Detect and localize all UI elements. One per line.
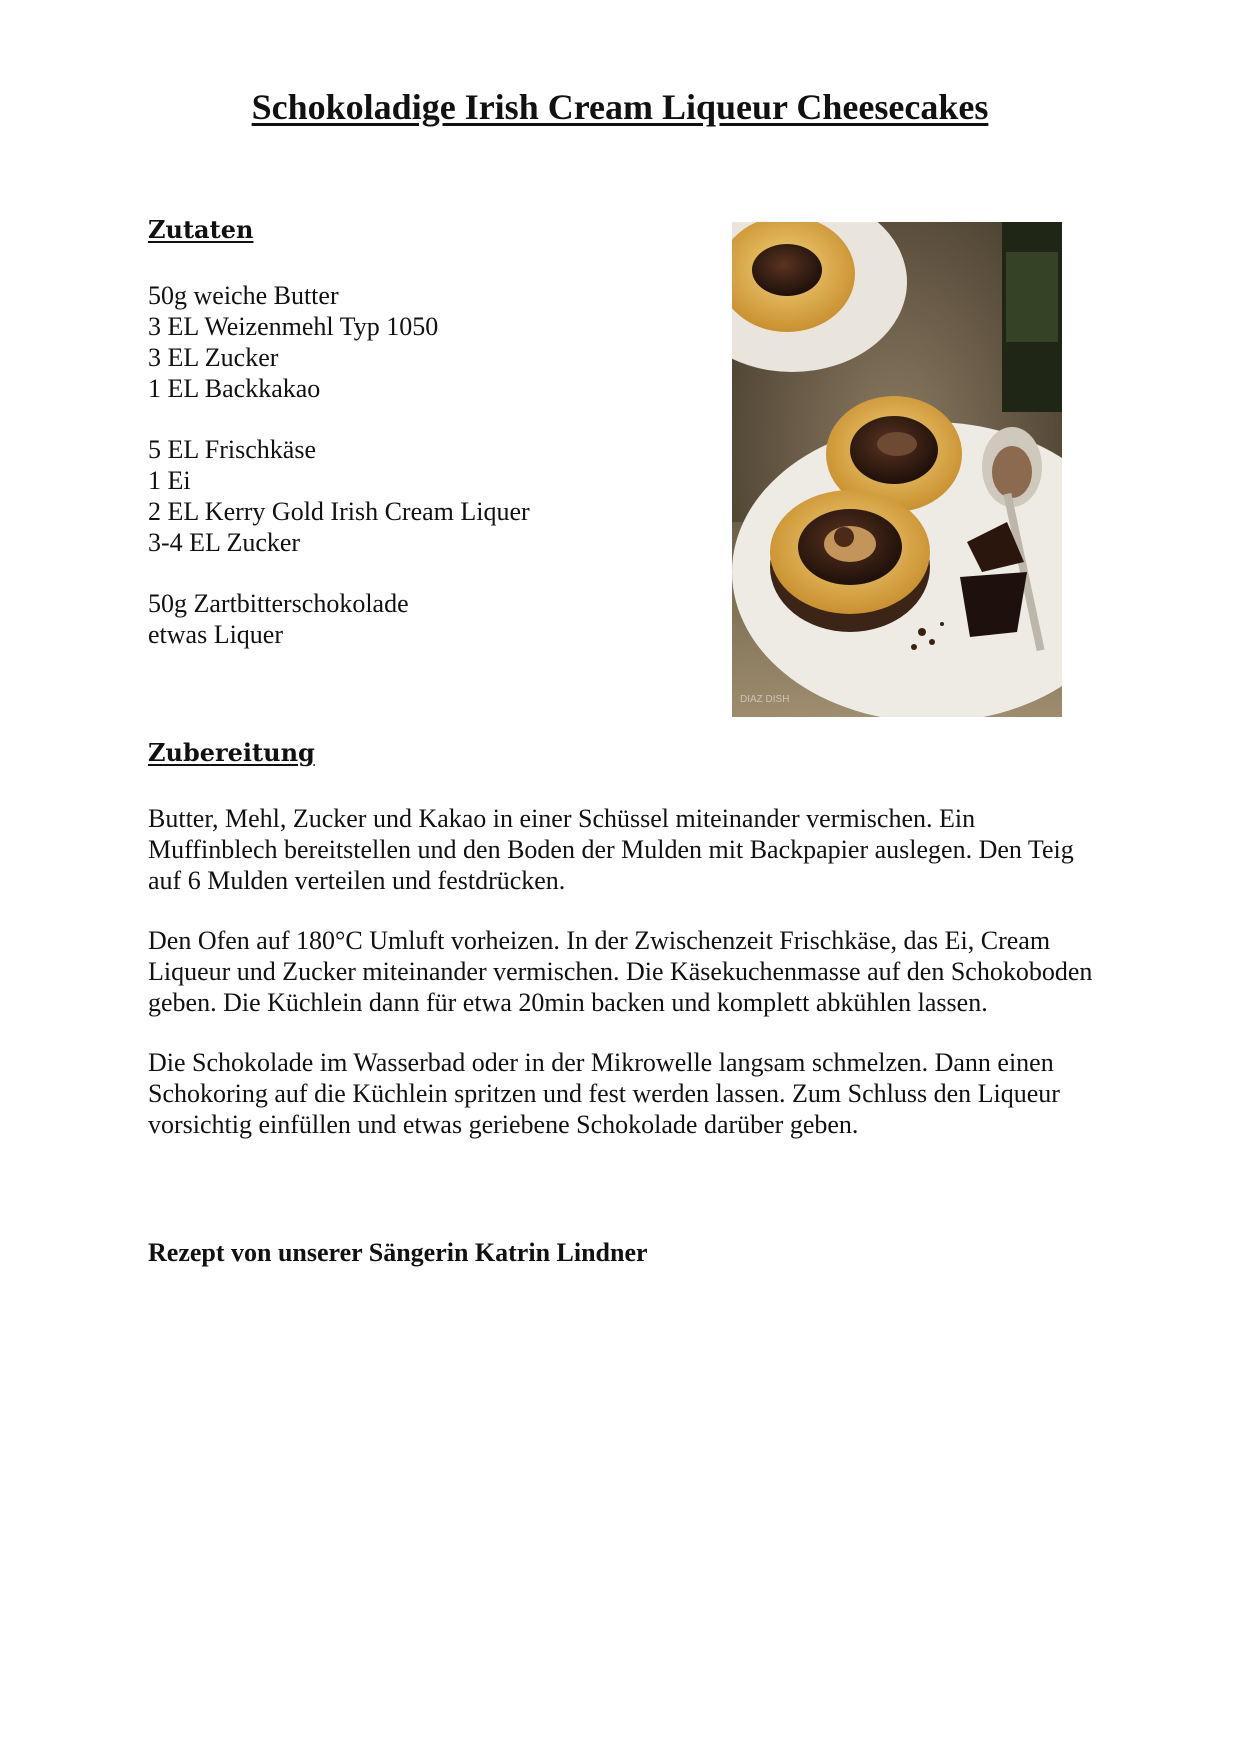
ingredient-item: 50g weiche Butter	[148, 281, 339, 310]
preparation-text	[148, 803, 1098, 1169]
ingredient-item: 50g Zartbitterschokolade	[148, 589, 409, 618]
ingredient-group-filling	[148, 434, 708, 558]
ingredient-group-base	[148, 280, 708, 404]
ingredient-item: 1 Ei	[148, 466, 191, 495]
ingredient-group-topping	[148, 588, 708, 650]
preparation-step: Den Ofen auf 180°C Umluft vorheizen. In der Zwischenzeit Frischkäse, das Ei, Cream Liqueur und Zucker miteinander vermischen. Die Käsekuchenmasse auf den Schokoboden geben. Die Küchlein dann für etwa 20min backen und komplett abkühlen lassen.	[148, 926, 1093, 1017]
recipe-credit: Rezept von unserer Sängerin Katrin Lindner	[148, 1238, 648, 1267]
preparation-step: Butter, Mehl, Zucker und Kakao in einer Schüssel miteinander vermischen. Ein Muffinblech bereitstellen und den Boden der Mulden mit Backpapier auslegen. Den Teig auf 6 Mulden verteilen und festdrücken.	[148, 804, 1074, 895]
photo-watermark: DIAZ DISH	[740, 694, 790, 705]
ingredient-item: etwas Liquer	[148, 620, 284, 649]
cheesecake-photo	[732, 222, 1062, 717]
ingredient-item: 3 EL Weizenmehl Typ 1050	[148, 312, 439, 341]
ingredient-item: 3 EL Zucker	[148, 343, 279, 372]
ingredient-item: 5 EL Frischkäse	[148, 435, 316, 464]
ingredients-heading: Zutaten	[148, 215, 254, 244]
ingredients-list	[148, 280, 708, 680]
page-title: Schokoladige Irish Cream Liqueur Cheesecakes	[251, 87, 989, 127]
preparation-step: Die Schokolade im Wasserbad oder in der Mikrowelle langsam schmelzen. Dann einen Schokoring auf die Küchlein spritzen und fest werden lassen. Zum Schluss den Liqueur vorsichtig einfüllen und etwas geriebene Schokolade darüber geben.	[148, 1048, 1060, 1139]
preparation-heading: Zubereitung	[148, 738, 315, 767]
ingredient-item: 2 EL Kerry Gold Irish Cream Liquer	[148, 497, 530, 526]
ingredient-item: 3-4 EL Zucker	[148, 528, 301, 557]
ingredient-item: 1 EL Backkakao	[148, 374, 321, 403]
